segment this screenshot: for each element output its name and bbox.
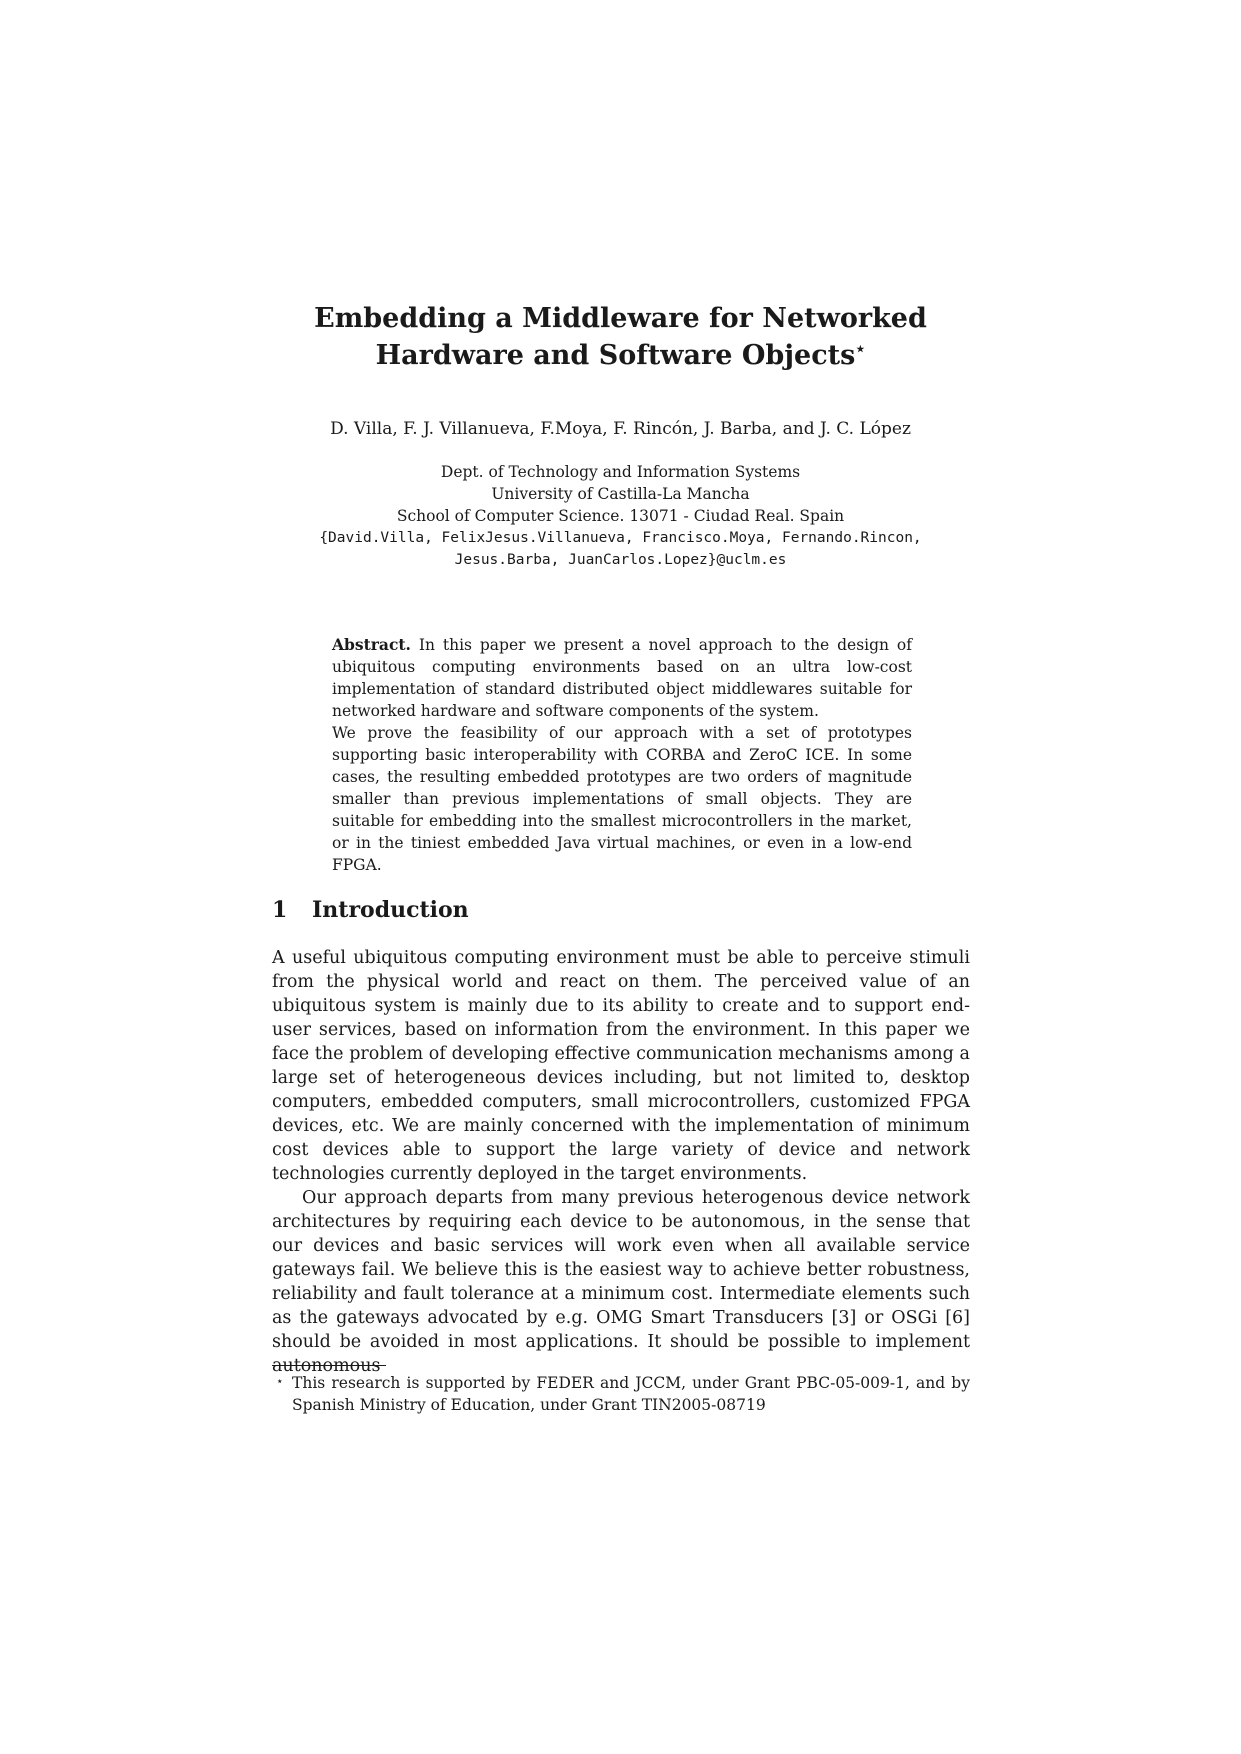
affiliation-university: University of Castilla-La Mancha <box>491 485 750 503</box>
section-heading <box>272 896 469 924</box>
title-line-2 <box>0 337 1241 374</box>
abstract-block <box>332 634 912 876</box>
footnote-mark: ⋆ <box>276 1374 284 1388</box>
body-text <box>272 946 970 1378</box>
affiliation-dept: Dept. of Technology and Information Systems <box>440 463 801 481</box>
affiliation-school: School of Computer Science. 13071 - Ciudad Real. Spain <box>396 507 845 525</box>
paper-title <box>0 300 1241 374</box>
title-line-2-text: Hardware and Software Objects <box>375 340 856 371</box>
body-paragraph-1: A useful ubiquitous computing environment must be able to perceive stimuli from the physical world and react on them. The perceived value of an ubiquitous system is mainly due to its ability to create and to support end-user services, based on information from the environment. In this paper we face the problem of developing effective communication mechanisms among a large set of heterogeneous devices including, but not limited to, desktop computers, embedded computers, small microcontrollers, customized FPGA devices, etc. We are mainly concerned with the implementation of minimum cost devices able to support the large variety of device and network technologies currently deployed in the target environments. <box>272 948 970 1184</box>
footnote-rule <box>272 1365 386 1366</box>
footnote-text: This research is supported by FEDER and JCCM, under Grant PBC-05-009-1, and by Spanish Ministry of Education, under Grant TIN2005-08719 <box>292 1374 970 1414</box>
affiliation-emails-line-2: Jesus.Barba, JuanCarlos.Lopez}@uclm.es <box>454 552 787 568</box>
affiliation-block <box>0 461 1241 571</box>
section-number: 1 <box>272 897 288 923</box>
abstract-paragraph-2: We prove the feasibility of our approach with a set of prototypes supporting basic interoperability with CORBA and ZeroC ICE. In some cases, the resulting embedded prototypes are two orders of magnitude smaller than previous implementations of small objects. They are suitable for embedding into the smallest microcontrollers in the market, or in the tiniest embedded Java virtual machines, or even in a low-end FPGA. <box>332 724 912 874</box>
affiliation-emails-line-1: {David.Villa, FelixJesus.Villanueva, Francisco.Moya, Fernando.Rincon, <box>319 530 922 546</box>
footnote <box>272 1372 970 1416</box>
title-footnote-mark: ⋆ <box>855 339 866 358</box>
abstract-text-1: In this paper we present a novel approach to the design of ubiquitous computing environments based on an ultra low-cost implementation of standard distributed object middlewares suitable for networked hardware and software components of the system. <box>332 636 912 720</box>
author-list: D. Villa, F. J. Villanueva, F.Moya, F. Rincón, J. Barba, and J. C. López <box>330 419 911 439</box>
abstract-paragraph-1 <box>332 634 912 722</box>
title-line-1: Embedding a Middleware for Networked <box>314 303 927 334</box>
body-paragraph-2: Our approach departs from many previous heterogenous device network architectures by requiring each device to be autonomous, in the sense that our devices and basic services will work even when all available service gateways fail. We believe this is the easiest way to achieve better robustness, reliability and fault tolerance at a minimum cost. Intermediate elements such as the gateways advocated by e.g. OMG Smart Transducers [3] or OSGi [6] should be avoided in most applications. It should be possible to implement autonomous <box>272 1188 970 1376</box>
section-title: Introduction <box>312 897 469 923</box>
abstract-label: Abstract. <box>332 635 411 654</box>
